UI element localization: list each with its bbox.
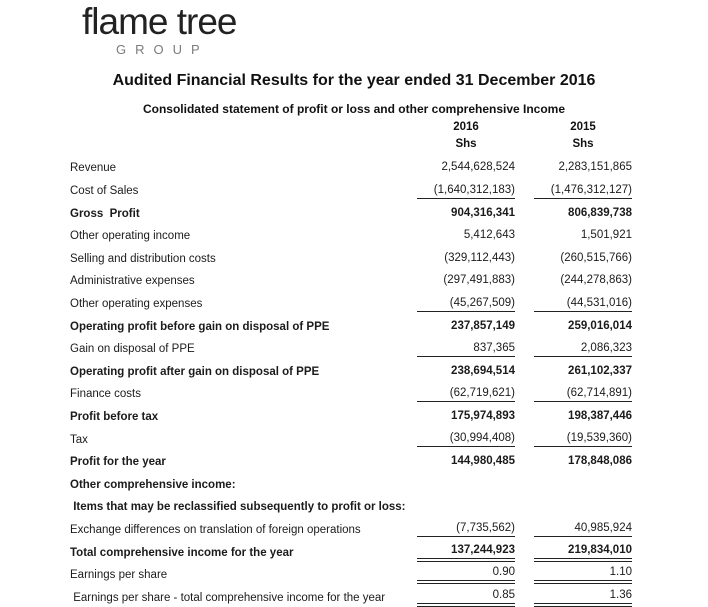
row-label: Other operating expenses xyxy=(70,298,203,310)
table-row-total-comprehensive-income xyxy=(70,541,632,564)
value-2015: (19,539,360) xyxy=(534,432,632,447)
value-2015: 1.10 xyxy=(534,566,632,584)
flame-tree-logo xyxy=(82,1,708,58)
row-label: Gross Profit xyxy=(70,207,140,220)
row-label: Tax xyxy=(70,433,88,446)
table-row-administrative-expenses xyxy=(70,270,632,293)
row-label: Operating profit before gain on disposal of PPE xyxy=(70,320,330,333)
value-2016: 238,694,514 xyxy=(451,364,515,377)
value-spacer xyxy=(417,506,515,508)
row-label: Gain on disposal of PPE xyxy=(70,343,195,356)
logo-group-text: GROUP xyxy=(116,42,209,58)
value-2016: (7,735,562) xyxy=(417,522,515,537)
value-spacer xyxy=(534,484,632,486)
value-2016: 144,980,485 xyxy=(451,455,515,468)
table-row-eps-total-comprehensive-income xyxy=(70,586,632,607)
table-row-selling-distribution-costs xyxy=(70,248,632,271)
row-label: Cost of Sales xyxy=(70,185,139,198)
value-2016: 0.85 xyxy=(417,589,515,607)
value-spacer xyxy=(417,484,515,486)
year-header-row xyxy=(70,119,632,136)
value-2015: 1,501,921 xyxy=(580,229,632,242)
value-2015: 259,016,014 xyxy=(568,319,632,332)
value-2016: 837,365 xyxy=(417,342,515,357)
value-2015: (62,714,891) xyxy=(534,387,632,402)
page-title: Audited Financial Results for the year ended 31 December 2016 xyxy=(112,72,596,90)
table-row-items-reclassified-heading xyxy=(70,496,632,519)
value-2015: 2,283,151,865 xyxy=(558,161,632,174)
value-2015: 40,985,924 xyxy=(534,522,632,537)
value-2015: (1,476,312,127) xyxy=(534,184,632,199)
row-label: Other operating income xyxy=(70,230,191,243)
value-2015: 806,839,738 xyxy=(568,206,632,219)
row-label: Total comprehensive income for the year xyxy=(70,546,294,559)
value-2016: 137,244,923 xyxy=(417,544,515,562)
value-2016: (297,491,883) xyxy=(443,274,515,287)
value-2016: (329,112,443) xyxy=(444,251,515,264)
header-spacer xyxy=(70,119,417,136)
unit-header-2016: Shs xyxy=(455,138,477,151)
table-row-other-operating-expenses xyxy=(70,293,632,316)
value-2015: (260,515,766) xyxy=(560,251,632,264)
table-row-cost-of-sales xyxy=(70,180,632,203)
row-label: Administrative expenses xyxy=(70,275,195,288)
table-row-revenue xyxy=(70,157,632,180)
value-2015: 178,848,086 xyxy=(568,455,632,468)
financial-table xyxy=(70,119,632,607)
column-header-2016: 2016 xyxy=(453,121,479,134)
table-row-exchange-differences xyxy=(70,519,632,542)
row-label: Other comprehensive income: xyxy=(70,478,236,491)
row-label: Earnings per share - total comprehensive income for the year xyxy=(70,591,386,604)
value-2016: 0.90 xyxy=(417,566,515,584)
value-2016: 237,857,149 xyxy=(451,319,515,332)
value-2015: (244,278,863) xyxy=(560,274,632,287)
table-row-profit-for-the-year xyxy=(70,451,632,474)
value-2016: 2,544,628,524 xyxy=(441,161,515,174)
table-row-other-operating-income xyxy=(70,225,632,248)
logo-wordmark: flame tree xyxy=(82,1,237,42)
value-2016: 5,412,643 xyxy=(463,229,515,242)
statement-subtitle: Consolidated statement of profit or loss and other comprehensive Income xyxy=(142,102,566,117)
row-label: Operating profit after gain on disposal of PPE xyxy=(70,365,320,378)
value-2015: 219,834,010 xyxy=(534,544,632,562)
row-label: Earnings per share xyxy=(70,569,168,582)
row-label: Profit before tax xyxy=(70,410,159,423)
value-spacer xyxy=(534,506,632,508)
row-label: Selling and distribution costs xyxy=(70,252,216,265)
row-label: Revenue xyxy=(70,162,117,175)
value-2015: (44,531,016) xyxy=(534,297,632,312)
table-row-gross-profit xyxy=(70,202,632,225)
row-label: Exchange differences on translation of foreign operations xyxy=(70,523,361,536)
table-row-other-comprehensive-income-heading xyxy=(70,473,632,496)
row-label: Profit for the year xyxy=(70,456,166,469)
value-2015: 1.36 xyxy=(534,589,632,607)
financial-statement-page xyxy=(0,1,708,607)
table-row-operating-profit-after-gain xyxy=(70,360,632,383)
value-2016: 904,316,341 xyxy=(451,206,515,219)
value-2015: 198,387,446 xyxy=(568,409,632,422)
value-2016: 175,974,893 xyxy=(451,409,515,422)
table-row-profit-before-tax xyxy=(70,406,632,429)
row-label: Finance costs xyxy=(70,388,141,401)
table-row-operating-profit-before-gain xyxy=(70,315,632,338)
value-2015: 2,086,323 xyxy=(534,342,632,357)
value-2016: (30,994,408) xyxy=(417,432,515,447)
value-2016: (45,267,509) xyxy=(417,297,515,312)
table-row-tax xyxy=(70,428,632,451)
table-row-gain-on-disposal xyxy=(70,338,632,361)
table-row-finance-costs xyxy=(70,383,632,406)
unit-header-row xyxy=(70,136,632,153)
value-2016: (62,719,621) xyxy=(417,387,515,402)
table-row-earnings-per-share xyxy=(70,564,632,587)
unit-header-2015: Shs xyxy=(572,138,594,151)
row-label: Items that may be reclassified subsequently to profit or loss: xyxy=(70,501,406,514)
header-spacer xyxy=(70,136,417,153)
value-2016: (1,640,312,183) xyxy=(417,184,515,199)
column-header-2015: 2015 xyxy=(570,121,596,134)
value-2015: 261,102,337 xyxy=(568,364,632,377)
